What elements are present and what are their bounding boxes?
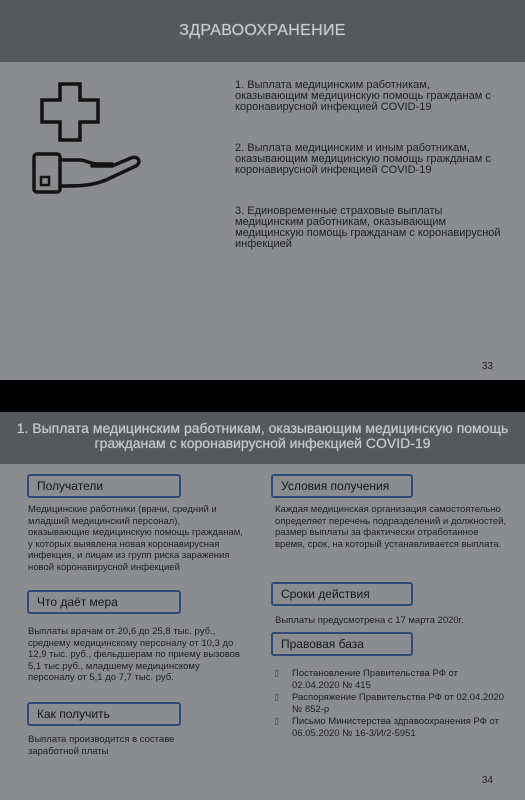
measure-text: Выплаты врачам от 20,6 до 25,8 тыс. руб., среднему медицинскому персоналу от 10,3 до 12,9 тыс. руб., фельдшерам по приему вызовов 5,1 тыс.руб., младшему медицинскому персоналу от 5,1 до 7,7 тыс. руб.	[28, 626, 240, 683]
medical-hand-icon	[28, 82, 148, 197]
slide-title: ЗДРАВООХРАНЕНИЕ	[0, 0, 525, 62]
list-item: ▯ Распоряжение Правительства РФ от 02.04.2020 № 852-р	[274, 692, 505, 715]
terms-text: Выплаты предусмотрена с 17 марта 2020г.	[275, 615, 464, 626]
bullet-icon: ▯	[274, 692, 279, 702]
how-text: Выплата производится в составе заработной платы	[28, 734, 175, 757]
measure-header: Что даёт мера	[27, 590, 181, 614]
recipients-header: Получатели	[27, 474, 181, 498]
list-item: 3. Единовременные страховые выплаты медицинским работникам, оказывающим медицинскую помощь гражданам с коронавирусной инфекцией	[235, 205, 501, 250]
slide-33	[0, 0, 525, 380]
sleeve-icon	[34, 154, 60, 192]
open-hand-icon	[60, 157, 139, 186]
terms-header: Сроки действия	[271, 582, 413, 606]
page-number: 34	[481, 775, 493, 786]
list-item: ▯ Постановление Правительства РФ от 02.04.2020 № 415	[274, 668, 458, 691]
legal-header: Правовая база	[271, 632, 413, 656]
payments-list	[235, 80, 505, 280]
medical-cross-icon	[42, 84, 98, 140]
how-header: Как получить	[27, 702, 181, 726]
bullet-icon: ▯	[274, 716, 279, 726]
bullet-icon: ▯	[274, 668, 279, 678]
list-item: 1. Выплата медицинским работникам, оказывающим медицинскую помощь гражданам с коронавирусной инфекцией COVID-19	[235, 79, 491, 113]
conditions-header: Условия получения	[271, 474, 413, 498]
legal-list	[274, 668, 506, 740]
page-number: 33	[481, 361, 493, 372]
slide-34	[0, 412, 525, 800]
list-item: ▯ Письмо Министерства здравоохранения РФ от 06.05.2020 № 16-3/И/2-5951	[274, 716, 499, 739]
conditions-text: Каждая медицинская организация самостоятельно определяет перечень подразделений и должностей, размер выплаты за фактически отработанное время, срок, на который устанавливается выплата.	[275, 504, 507, 550]
slide-title: 1. Выплата медицинским работникам, оказывающим медицинскую помощь гражданам с коронавирусной инфекцией COVID-19	[0, 412, 525, 464]
list-item: 2. Выплата медицинским и иным работникам, оказывающим медицинскую помощь гражданам с коронавирусной инфекцией COVID-19	[235, 142, 491, 176]
recipients-text: Медицинские работники (врачи, средний и младший медицинский персонал), оказывающие медицинскую помощь гражданам, у которых выявлена новая коронавирусная инфекция, и лицам из групп риска заражения новой коронавирусной инфекцией	[28, 504, 243, 573]
